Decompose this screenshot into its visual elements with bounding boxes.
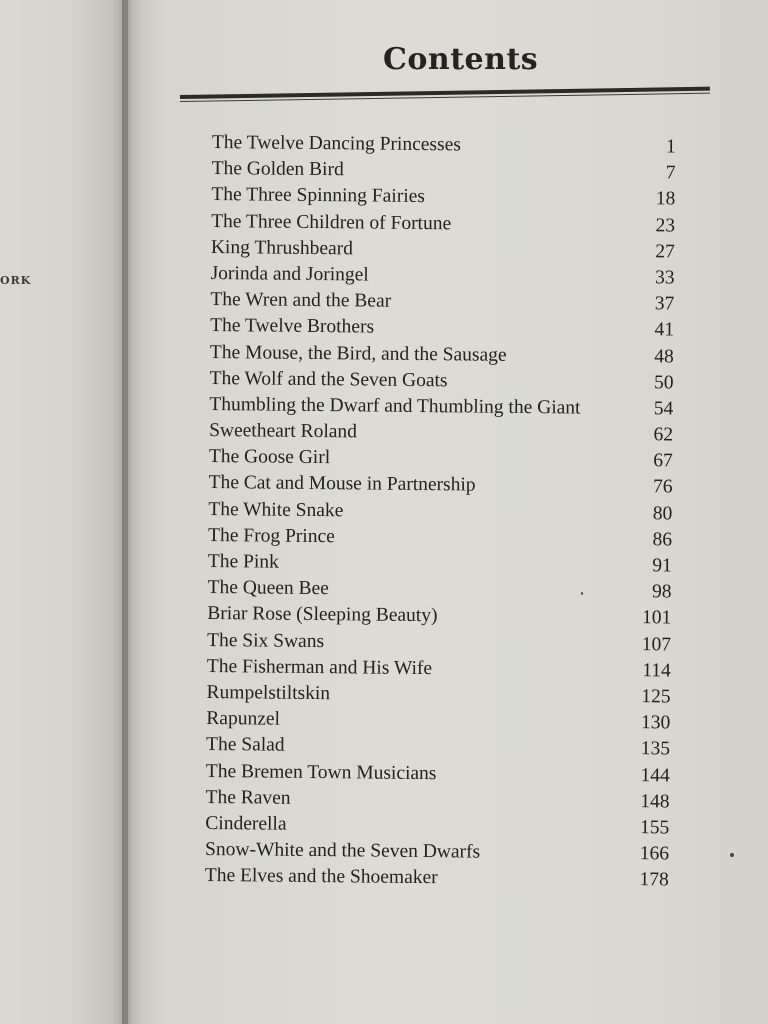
toc-entry-title: The Salad <box>205 734 285 757</box>
toc-entry-page: 76 <box>652 476 673 498</box>
toc-entry-title: Jorinda and Joringel <box>210 262 369 286</box>
toc-entry-page: 107 <box>641 633 672 655</box>
book-gutter <box>122 0 142 1024</box>
toc-entry-page: 91 <box>652 555 672 577</box>
toc-entry-page: 80 <box>652 502 673 525</box>
toc-entry-page: 54 <box>653 398 674 420</box>
toc-entry-page: 37 <box>654 293 675 315</box>
toc-entry-title: The Wren and the Bear <box>210 289 392 312</box>
toc-entry-title: The Twelve Brothers <box>210 315 375 338</box>
toc-entry-title: The Elves and the Shoemaker <box>204 865 438 889</box>
toc-entry-page: 135 <box>640 738 671 760</box>
toc-entry-page: 18 <box>655 188 676 210</box>
toc-entry-page: 101 <box>641 607 672 629</box>
toc-entry-page: 144 <box>640 764 670 786</box>
toc-entry-page: 130 <box>640 712 671 734</box>
toc-entry-title: The Goose Girl <box>208 446 331 469</box>
left-page-text-fragment: ORK <box>0 274 32 287</box>
table-of-contents <box>205 130 676 894</box>
toc-entry-title: Briar Rose (Sleeping Beauty) <box>207 603 438 627</box>
toc-entry-page: 33 <box>655 267 675 289</box>
toc-entry-title: The Twelve Dancing Princesses <box>211 131 461 156</box>
toc-entry-page: 98 <box>651 581 672 603</box>
toc-entry-title: The Pink <box>207 550 279 573</box>
toc-entry-page: 27 <box>655 241 675 263</box>
toc-entry-title: The Golden Bird <box>211 158 344 181</box>
toc-entry-page: 155 <box>639 817 670 839</box>
toc-entry-title: The Frog Prince <box>208 524 335 548</box>
toc-entry-title: Cinderella <box>205 812 287 835</box>
toc-entry-title: The White Snake <box>208 498 344 521</box>
toc-entry-title: The Queen Bee <box>207 577 329 600</box>
toc-entry-page: 166 <box>639 843 670 865</box>
toc-entry-page: 178 <box>639 869 669 891</box>
toc-entry-title: King Thrushbeard <box>210 236 354 260</box>
left-page <box>0 0 128 1024</box>
toc-entry-page: 62 <box>653 424 674 446</box>
paper-speck <box>730 853 734 857</box>
toc-entry-page: 7 <box>665 162 676 184</box>
toc-entry-title: The Cat and Mouse in Partnership <box>208 472 476 496</box>
toc-entry-title: Snow-White and the Seven Dwarfs <box>204 839 481 863</box>
toc-entry-title: Rapunzel <box>206 708 281 730</box>
paper-speck <box>581 592 583 595</box>
toc-entry-page: 67 <box>653 450 673 472</box>
toc-entry-title: Rumpelstiltskin <box>206 681 331 705</box>
toc-entry-page: 1 <box>666 136 676 158</box>
toc-entry-title: The Three Children of Fortune <box>211 210 452 234</box>
toc-entry-title: Thumbling the Dwarf and Thumbling the Giant <box>209 393 581 419</box>
toc-entry-title: The Three Spinning Fairies <box>211 184 426 208</box>
toc-entry-page: 125 <box>641 686 671 708</box>
contents-heading: Contents <box>383 42 539 77</box>
toc-entry-page: 114 <box>642 659 671 682</box>
toc-entry-page: 41 <box>654 319 675 341</box>
toc-entry-title: The Mouse, the Bird, and the Sausage <box>209 341 507 366</box>
toc-entry-title: The Wolf and the Seven Goats <box>209 367 448 391</box>
toc-entry-title: The Bremen Town Musicians <box>205 760 437 784</box>
toc-entry-page: 148 <box>640 790 670 813</box>
toc-entry-title: The Six Swans <box>207 629 325 652</box>
toc-entry-title: The Raven <box>205 786 291 809</box>
toc-entry-title: Sweetheart Roland <box>209 420 358 443</box>
toc-entry-page: 50 <box>653 371 674 394</box>
toc-entry-page: 48 <box>654 345 674 367</box>
toc-entry-title: The Fisherman and His Wife <box>206 655 433 679</box>
toc-entry-page: 86 <box>652 529 673 551</box>
toc-entry <box>205 863 669 894</box>
toc-entry-page: 23 <box>655 214 676 237</box>
